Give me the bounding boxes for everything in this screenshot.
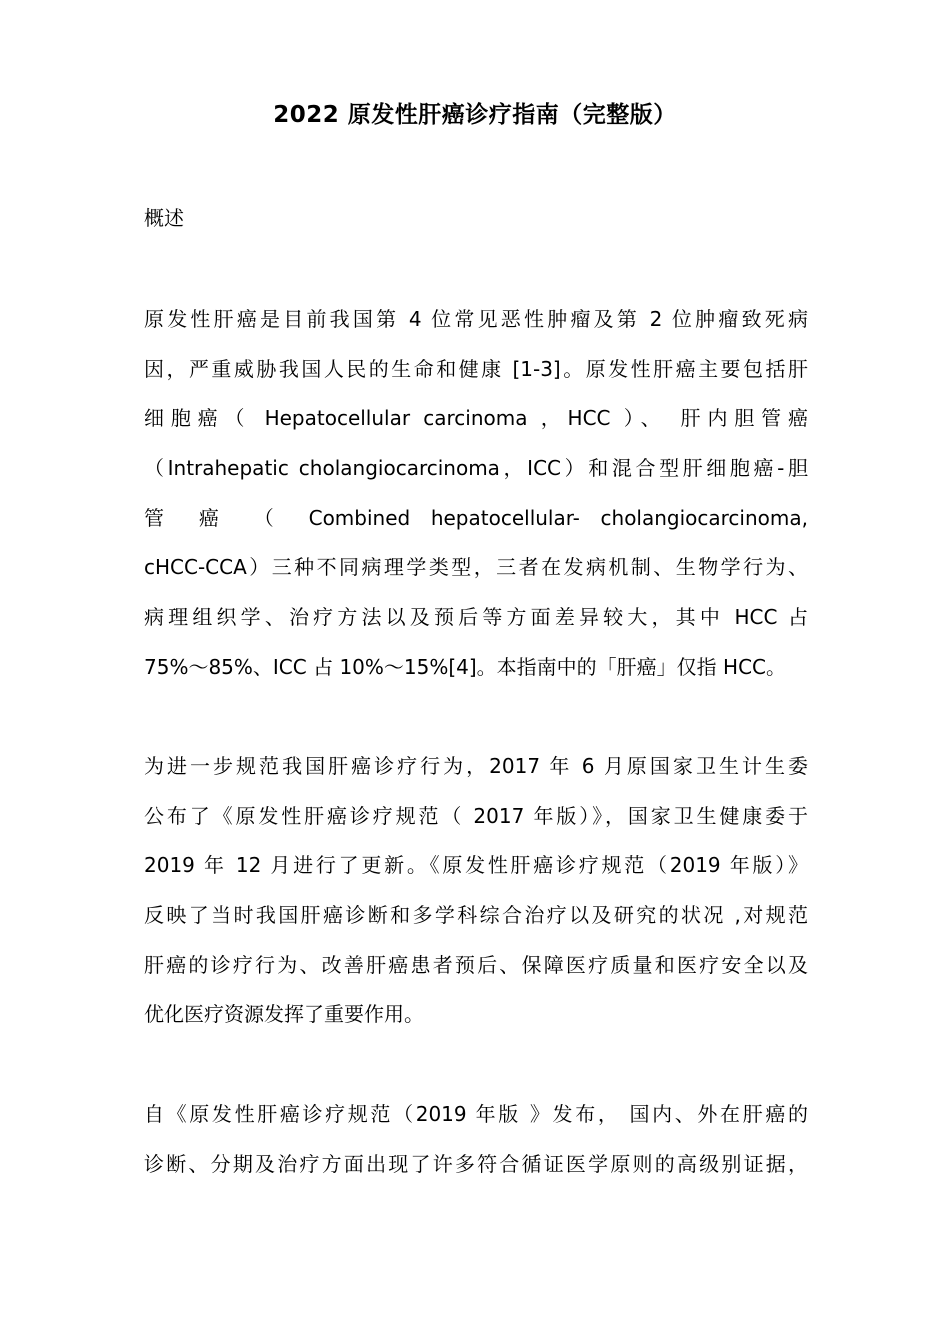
paragraph-line: 原发性肝癌是目前我国第 4 位常见恶性肿瘤及第 2 位肿瘤致死病	[144, 307, 808, 331]
paragraph-line: 因，严重威胁我国人民的生命和健康 [1-3]。原发性肝癌主要包括肝	[144, 356, 808, 381]
paragraph-line: 诊断、分期及治疗方面出现了许多符合循证医学原则的高级别证据，	[144, 1151, 808, 1176]
paragraph-line: 肝癌的诊疗行为、改善肝癌患者预后、保障医疗质量和医疗安全以及	[144, 952, 808, 977]
document-title: 2022 原发性肝癌诊疗指南（完整版）	[273, 102, 677, 128]
paragraph-line: （Intrahepatic cholangiocarcinoma，ICC）和混合型肝细胞癌-胆	[144, 456, 808, 481]
paragraph-line: 公布了《原发性肝癌诊疗规范（ 2017 年版）》，国家卫生健康委于	[144, 803, 808, 828]
paragraph-line: 细胞癌（ Hepatocellular carcinoma ，HCC ）、 肝内胆管癌	[144, 406, 808, 431]
paragraph-line: 反映了当时我国肝癌诊断和多学科综合治疗以及研究的状况 ,对规范	[144, 903, 808, 928]
paragraph-line: 自《原发性肝癌诊疗规范（2019 年版 》发布， 国内、外在肝癌的	[144, 1102, 808, 1126]
paragraph-overview	[144, 302, 808, 700]
paragraph-line: cHCC-CCA）三种不同病理学类型，三者在发病机制、生物学行为、	[144, 555, 808, 580]
paragraph-line: 2019 年 12 月进行了更新。《原发性肝癌诊疗规范（2019 年版）》	[144, 853, 808, 878]
paragraph-background	[144, 749, 808, 1047]
paragraph-line: 病理组织学、治疗方法以及预后等方面差异较大，其中 HCC 占	[144, 605, 808, 630]
paragraph-line: 为进一步规范我国肝癌诊疗行为，2017 年 6 月原国家卫生计生委	[144, 754, 808, 778]
paragraph-line: 75%～85%、ICC 占 10%～15%[4]。本指南中的「肝癌」仅指 HCC。	[144, 654, 787, 679]
paragraph-line: 管 癌 （ Combined hepatocellular- cholangiocarcinoma,	[144, 505, 808, 530]
paragraph-line: 优化医疗资源发挥了重要作用。	[144, 1002, 424, 1027]
paragraph-update	[144, 1097, 808, 1196]
section-heading-overview: 概述	[144, 206, 184, 230]
